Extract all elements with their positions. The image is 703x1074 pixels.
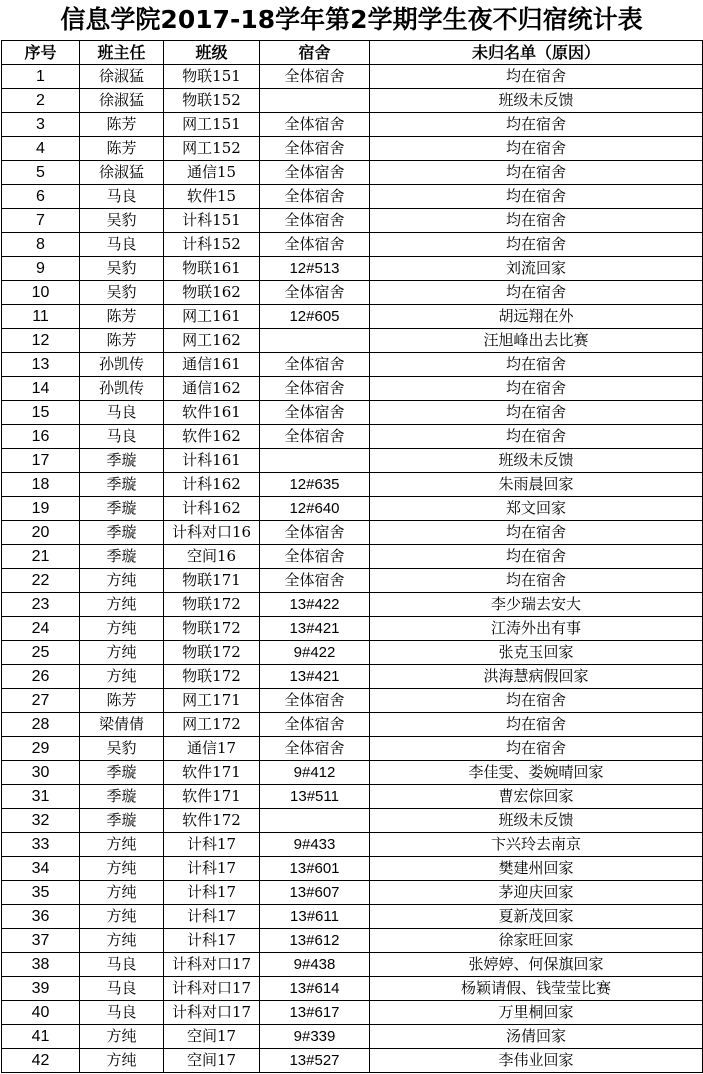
cell-dorm[interactable]: 13#527 xyxy=(260,1049,370,1073)
cell-teacher[interactable]: 季璇 xyxy=(80,521,164,545)
table-row xyxy=(2,929,703,953)
cell-teacher[interactable]: 梁倩倩 xyxy=(80,713,164,737)
cell-absent-list[interactable]: 班级未反馈 xyxy=(370,449,703,473)
cell-index[interactable]: 13 xyxy=(2,353,80,377)
cell-index[interactable]: 37 xyxy=(2,929,80,953)
cell-dorm[interactable]: 全体宿舍 xyxy=(260,353,370,377)
table-row xyxy=(2,809,703,833)
cell-index[interactable]: 7 xyxy=(2,209,80,233)
cell-index[interactable]: 38 xyxy=(2,953,80,977)
cell-index[interactable]: 6 xyxy=(2,185,80,209)
cell-class[interactable]: 通信162 xyxy=(164,377,260,401)
cell-teacher[interactable]: 孙凯传 xyxy=(80,353,164,377)
cell-absent-list[interactable]: 卞兴玲去南京 xyxy=(370,833,703,857)
cell-dorm[interactable]: 全体宿舍 xyxy=(260,545,370,569)
cell-class[interactable]: 软件171 xyxy=(164,785,260,809)
cell-class[interactable]: 物联151 xyxy=(164,65,260,89)
cell-absent-list[interactable]: 曹宏倧回家 xyxy=(370,785,703,809)
cell-index[interactable]: 31 xyxy=(2,785,80,809)
table-row xyxy=(2,617,703,641)
cell-teacher[interactable]: 吴豹 xyxy=(80,257,164,281)
cell-class[interactable]: 计科对口16 xyxy=(164,521,260,545)
cell-class[interactable]: 物联172 xyxy=(164,641,260,665)
cell-teacher[interactable]: 吴豹 xyxy=(80,281,164,305)
cell-index[interactable]: 2 xyxy=(2,89,80,113)
cell-dorm[interactable]: 全体宿舍 xyxy=(260,689,370,713)
cell-class[interactable]: 网工152 xyxy=(164,137,260,161)
cell-absent-list[interactable]: 均在宿舍 xyxy=(370,161,703,185)
cell-class[interactable]: 物联162 xyxy=(164,281,260,305)
header-class[interactable]: 班级 xyxy=(164,41,260,65)
cell-class[interactable]: 计科17 xyxy=(164,905,260,929)
cell-dorm[interactable]: 9#339 xyxy=(260,1025,370,1049)
cell-index[interactable]: 22 xyxy=(2,569,80,593)
cell-dorm[interactable]: 13#617 xyxy=(260,1001,370,1025)
table-row xyxy=(2,401,703,425)
cell-class[interactable]: 空间17 xyxy=(164,1049,260,1073)
cell-absent-list[interactable]: 均在宿舍 xyxy=(370,737,703,761)
cell-teacher[interactable]: 方纯 xyxy=(80,1049,164,1073)
table-row xyxy=(2,1001,703,1025)
cell-index[interactable]: 8 xyxy=(2,233,80,257)
table-row xyxy=(2,689,703,713)
cell-absent-list[interactable]: 樊建州回家 xyxy=(370,857,703,881)
table-row xyxy=(2,1049,703,1073)
cell-teacher[interactable]: 徐淑猛 xyxy=(80,89,164,113)
cell-teacher[interactable]: 陈芳 xyxy=(80,329,164,353)
cell-class[interactable]: 物联172 xyxy=(164,617,260,641)
cell-index[interactable]: 14 xyxy=(2,377,80,401)
cell-dorm[interactable]: 9#438 xyxy=(260,953,370,977)
cell-teacher[interactable]: 马良 xyxy=(80,1001,164,1025)
cell-index[interactable]: 30 xyxy=(2,761,80,785)
table-row xyxy=(2,113,703,137)
cell-index[interactable]: 9 xyxy=(2,257,80,281)
cell-index[interactable]: 11 xyxy=(2,305,80,329)
cell-absent-list[interactable]: 班级未反馈 xyxy=(370,809,703,833)
cell-dorm[interactable]: 全体宿舍 xyxy=(260,569,370,593)
cell-class[interactable]: 网工151 xyxy=(164,113,260,137)
cell-dorm[interactable]: 全体宿舍 xyxy=(260,377,370,401)
cell-absent-list[interactable]: 均在宿舍 xyxy=(370,377,703,401)
table-body xyxy=(2,65,703,1073)
cell-class[interactable]: 空间17 xyxy=(164,1025,260,1049)
cell-absent-list[interactable]: 均在宿舍 xyxy=(370,545,703,569)
cell-teacher[interactable]: 马良 xyxy=(80,977,164,1001)
table-row xyxy=(2,713,703,737)
cell-class[interactable]: 网工171 xyxy=(164,689,260,713)
cell-absent-list[interactable]: 均在宿舍 xyxy=(370,209,703,233)
cell-index[interactable]: 29 xyxy=(2,737,80,761)
table-row xyxy=(2,833,703,857)
cell-class[interactable]: 软件15 xyxy=(164,185,260,209)
table-row xyxy=(2,305,703,329)
header-dorm[interactable]: 宿舍 xyxy=(260,41,370,65)
cell-absent-list[interactable]: 胡远翔在外 xyxy=(370,305,703,329)
cell-absent-list[interactable]: 杨颖请假、钱莹莹比赛 xyxy=(370,977,703,1001)
cell-teacher[interactable]: 方纯 xyxy=(80,617,164,641)
table-row xyxy=(2,89,703,113)
cell-teacher[interactable]: 季璇 xyxy=(80,809,164,833)
cell-absent-list[interactable]: 郑文回家 xyxy=(370,497,703,521)
cell-dorm[interactable]: 13#421 xyxy=(260,665,370,689)
cell-absent-list[interactable]: 洪海慧病假回家 xyxy=(370,665,703,689)
cell-absent-list[interactable]: 均在宿舍 xyxy=(370,713,703,737)
cell-teacher[interactable]: 陈芳 xyxy=(80,305,164,329)
cell-class[interactable]: 计科17 xyxy=(164,833,260,857)
table-row xyxy=(2,953,703,977)
cell-dorm[interactable]: 13#422 xyxy=(260,593,370,617)
cell-class[interactable]: 网工162 xyxy=(164,329,260,353)
cell-absent-list[interactable]: 均在宿舍 xyxy=(370,233,703,257)
sheet-title: 信息学院2017-18学年第2学期学生夜不归宿统计表 xyxy=(60,5,643,34)
cell-absent-list[interactable]: 均在宿舍 xyxy=(370,689,703,713)
cell-dorm[interactable]: 9#422 xyxy=(260,641,370,665)
cell-class[interactable]: 计科151 xyxy=(164,209,260,233)
cell-dorm[interactable]: 全体宿舍 xyxy=(260,113,370,137)
cell-dorm[interactable]: 全体宿舍 xyxy=(260,425,370,449)
cell-dorm[interactable]: 13#601 xyxy=(260,857,370,881)
cell-absent-list[interactable]: 刘流回家 xyxy=(370,257,703,281)
table-row xyxy=(2,737,703,761)
cell-teacher[interactable]: 马良 xyxy=(80,425,164,449)
cell-teacher[interactable]: 徐淑猛 xyxy=(80,65,164,89)
cell-class[interactable]: 网工161 xyxy=(164,305,260,329)
cell-absent-list[interactable]: 朱雨晨回家 xyxy=(370,473,703,497)
cell-index[interactable]: 32 xyxy=(2,809,80,833)
cell-class[interactable]: 计科对口17 xyxy=(164,953,260,977)
cell-dorm[interactable] xyxy=(260,329,370,353)
cell-teacher[interactable]: 方纯 xyxy=(80,641,164,665)
cell-dorm[interactable]: 全体宿舍 xyxy=(260,209,370,233)
cell-dorm[interactable] xyxy=(260,89,370,113)
cell-class[interactable]: 计科17 xyxy=(164,929,260,953)
cell-absent-list[interactable]: 张克玉回家 xyxy=(370,641,703,665)
cell-class[interactable]: 物联152 xyxy=(164,89,260,113)
cell-absent-list[interactable]: 汤倩回家 xyxy=(370,1025,703,1049)
cell-index[interactable]: 41 xyxy=(2,1025,80,1049)
cell-dorm[interactable]: 13#421 xyxy=(260,617,370,641)
cell-index[interactable]: 24 xyxy=(2,617,80,641)
cell-dorm[interactable]: 全体宿舍 xyxy=(260,137,370,161)
cell-teacher[interactable]: 季璇 xyxy=(80,473,164,497)
cell-absent-list[interactable]: 均在宿舍 xyxy=(370,113,703,137)
cell-class[interactable]: 软件172 xyxy=(164,809,260,833)
cell-class[interactable]: 计科17 xyxy=(164,857,260,881)
table-row xyxy=(2,593,703,617)
cell-index[interactable]: 27 xyxy=(2,689,80,713)
table-row xyxy=(2,353,703,377)
cell-absent-list[interactable]: 均在宿舍 xyxy=(370,353,703,377)
cell-index[interactable]: 10 xyxy=(2,281,80,305)
cell-dorm[interactable]: 13#611 xyxy=(260,905,370,929)
cell-dorm[interactable]: 全体宿舍 xyxy=(260,161,370,185)
cell-teacher[interactable]: 吴豹 xyxy=(80,209,164,233)
table-row xyxy=(2,473,703,497)
cell-teacher[interactable]: 吴豹 xyxy=(80,737,164,761)
cell-class[interactable]: 计科162 xyxy=(164,473,260,497)
cell-teacher[interactable]: 方纯 xyxy=(80,1025,164,1049)
cell-index[interactable]: 26 xyxy=(2,665,80,689)
cell-absent-list[interactable]: 万里桐回家 xyxy=(370,1001,703,1025)
table-row xyxy=(2,233,703,257)
dorm-absence-table xyxy=(1,40,703,1073)
cell-index[interactable]: 12 xyxy=(2,329,80,353)
cell-teacher[interactable]: 方纯 xyxy=(80,665,164,689)
cell-index[interactable]: 36 xyxy=(2,905,80,929)
table-row xyxy=(2,881,703,905)
table-row xyxy=(2,785,703,809)
cell-dorm[interactable]: 9#433 xyxy=(260,833,370,857)
cell-teacher[interactable]: 马良 xyxy=(80,185,164,209)
cell-class[interactable]: 软件171 xyxy=(164,761,260,785)
cell-dorm[interactable]: 13#612 xyxy=(260,929,370,953)
cell-index[interactable]: 34 xyxy=(2,857,80,881)
cell-index[interactable]: 16 xyxy=(2,425,80,449)
table-row xyxy=(2,857,703,881)
cell-absent-list[interactable]: 茅迎庆回家 xyxy=(370,881,703,905)
table-row xyxy=(2,137,703,161)
table-row xyxy=(2,1025,703,1049)
cell-index[interactable]: 35 xyxy=(2,881,80,905)
header-teacher[interactable]: 班主任 xyxy=(80,41,164,65)
cell-index[interactable]: 1 xyxy=(2,65,80,89)
cell-index[interactable]: 4 xyxy=(2,137,80,161)
cell-class[interactable]: 计科17 xyxy=(164,881,260,905)
cell-class[interactable]: 空间16 xyxy=(164,545,260,569)
cell-teacher[interactable]: 陈芳 xyxy=(80,689,164,713)
cell-class[interactable]: 计科161 xyxy=(164,449,260,473)
cell-class[interactable]: 软件161 xyxy=(164,401,260,425)
cell-teacher[interactable]: 方纯 xyxy=(80,857,164,881)
cell-teacher[interactable]: 方纯 xyxy=(80,881,164,905)
table-row xyxy=(2,977,703,1001)
header-index[interactable]: 序号 xyxy=(2,41,80,65)
cell-absent-list[interactable]: 张婷婷、何保旗回家 xyxy=(370,953,703,977)
cell-teacher[interactable]: 方纯 xyxy=(80,569,164,593)
cell-teacher[interactable]: 季璇 xyxy=(80,449,164,473)
cell-dorm[interactable]: 全体宿舍 xyxy=(260,401,370,425)
cell-index[interactable]: 19 xyxy=(2,497,80,521)
cell-absent-list[interactable]: 均在宿舍 xyxy=(370,401,703,425)
cell-dorm[interactable]: 全体宿舍 xyxy=(260,737,370,761)
table-row xyxy=(2,209,703,233)
cell-class[interactable]: 物联172 xyxy=(164,665,260,689)
cell-dorm[interactable]: 13#511 xyxy=(260,785,370,809)
table-row xyxy=(2,545,703,569)
table-row xyxy=(2,65,703,89)
cell-index[interactable]: 3 xyxy=(2,113,80,137)
header-absent-list[interactable]: 未归名单（原因） xyxy=(370,41,703,65)
table-row xyxy=(2,569,703,593)
cell-teacher[interactable]: 徐淑猛 xyxy=(80,161,164,185)
cell-index[interactable]: 42 xyxy=(2,1049,80,1073)
cell-class[interactable]: 计科对口17 xyxy=(164,977,260,1001)
cell-absent-list[interactable]: 均在宿舍 xyxy=(370,65,703,89)
cell-index[interactable]: 33 xyxy=(2,833,80,857)
cell-dorm[interactable] xyxy=(260,809,370,833)
cell-index[interactable]: 5 xyxy=(2,161,80,185)
cell-class[interactable]: 计科对口17 xyxy=(164,1001,260,1025)
cell-dorm[interactable]: 全体宿舍 xyxy=(260,233,370,257)
cell-class[interactable]: 网工172 xyxy=(164,713,260,737)
cell-index[interactable]: 40 xyxy=(2,1001,80,1025)
cell-dorm[interactable]: 13#614 xyxy=(260,977,370,1001)
cell-absent-list[interactable]: 李少瑞去安大 xyxy=(370,593,703,617)
cell-teacher[interactable]: 马良 xyxy=(80,953,164,977)
cell-class[interactable]: 计科152 xyxy=(164,233,260,257)
cell-absent-list[interactable]: 李佳雯、娄婉晴回家 xyxy=(370,761,703,785)
cell-index[interactable]: 15 xyxy=(2,401,80,425)
cell-class[interactable]: 物联172 xyxy=(164,593,260,617)
cell-index[interactable]: 17 xyxy=(2,449,80,473)
table-row xyxy=(2,641,703,665)
cell-dorm[interactable]: 全体宿舍 xyxy=(260,521,370,545)
cell-absent-list[interactable]: 均在宿舍 xyxy=(370,281,703,305)
cell-teacher[interactable]: 方纯 xyxy=(80,929,164,953)
cell-teacher[interactable]: 方纯 xyxy=(80,905,164,929)
table-row xyxy=(2,497,703,521)
table-row xyxy=(2,185,703,209)
cell-dorm[interactable]: 12#605 xyxy=(260,305,370,329)
cell-dorm[interactable]: 12#513 xyxy=(260,257,370,281)
cell-class[interactable]: 计科162 xyxy=(164,497,260,521)
cell-dorm[interactable]: 12#640 xyxy=(260,497,370,521)
cell-teacher[interactable]: 马良 xyxy=(80,233,164,257)
cell-dorm[interactable]: 全体宿舍 xyxy=(260,281,370,305)
table-row xyxy=(2,449,703,473)
cell-teacher[interactable]: 陈芳 xyxy=(80,137,164,161)
cell-dorm[interactable]: 12#635 xyxy=(260,473,370,497)
cell-index[interactable]: 18 xyxy=(2,473,80,497)
cell-absent-list[interactable]: 江涛外出有事 xyxy=(370,617,703,641)
cell-absent-list[interactable]: 均在宿舍 xyxy=(370,137,703,161)
table-row xyxy=(2,905,703,929)
cell-dorm[interactable] xyxy=(260,449,370,473)
cell-teacher[interactable]: 季璇 xyxy=(80,545,164,569)
cell-dorm[interactable]: 13#607 xyxy=(260,881,370,905)
cell-class[interactable]: 通信17 xyxy=(164,737,260,761)
table-row xyxy=(2,521,703,545)
cell-class[interactable]: 软件162 xyxy=(164,425,260,449)
cell-absent-list[interactable]: 徐家旺回家 xyxy=(370,929,703,953)
cell-absent-list[interactable]: 李伟业回家 xyxy=(370,1049,703,1073)
cell-class[interactable]: 物联161 xyxy=(164,257,260,281)
table-row xyxy=(2,161,703,185)
table-row xyxy=(2,665,703,689)
cell-absent-list[interactable]: 均在宿舍 xyxy=(370,425,703,449)
cell-dorm[interactable]: 全体宿舍 xyxy=(260,65,370,89)
table-row xyxy=(2,329,703,353)
cell-teacher[interactable]: 马良 xyxy=(80,401,164,425)
cell-index[interactable]: 23 xyxy=(2,593,80,617)
cell-class[interactable]: 物联171 xyxy=(164,569,260,593)
cell-absent-list[interactable]: 夏新茂回家 xyxy=(370,905,703,929)
table-row xyxy=(2,281,703,305)
cell-class[interactable]: 通信15 xyxy=(164,161,260,185)
cell-teacher[interactable]: 陈芳 xyxy=(80,113,164,137)
cell-index[interactable]: 25 xyxy=(2,641,80,665)
cell-teacher[interactable]: 方纯 xyxy=(80,833,164,857)
cell-teacher[interactable]: 季璇 xyxy=(80,785,164,809)
header-row xyxy=(2,41,703,65)
table-row xyxy=(2,257,703,281)
table-row xyxy=(2,377,703,401)
cell-class[interactable]: 通信161 xyxy=(164,353,260,377)
cell-dorm[interactable]: 全体宿舍 xyxy=(260,713,370,737)
cell-index[interactable]: 21 xyxy=(2,545,80,569)
cell-teacher[interactable]: 方纯 xyxy=(80,593,164,617)
cell-index[interactable]: 28 xyxy=(2,713,80,737)
cell-absent-list[interactable]: 均在宿舍 xyxy=(370,521,703,545)
cell-teacher[interactable]: 季璇 xyxy=(80,761,164,785)
cell-absent-list[interactable]: 汪旭峰出去比赛 xyxy=(370,329,703,353)
table-row xyxy=(2,761,703,785)
cell-index[interactable]: 20 xyxy=(2,521,80,545)
table-row xyxy=(2,425,703,449)
cell-absent-list[interactable]: 班级未反馈 xyxy=(370,89,703,113)
cell-teacher[interactable]: 季璇 xyxy=(80,497,164,521)
cell-index[interactable]: 39 xyxy=(2,977,80,1001)
cell-teacher[interactable]: 孙凯传 xyxy=(80,377,164,401)
cell-absent-list[interactable]: 均在宿舍 xyxy=(370,569,703,593)
cell-absent-list[interactable]: 均在宿舍 xyxy=(370,185,703,209)
cell-dorm[interactable]: 全体宿舍 xyxy=(260,185,370,209)
cell-dorm[interactable]: 9#412 xyxy=(260,761,370,785)
